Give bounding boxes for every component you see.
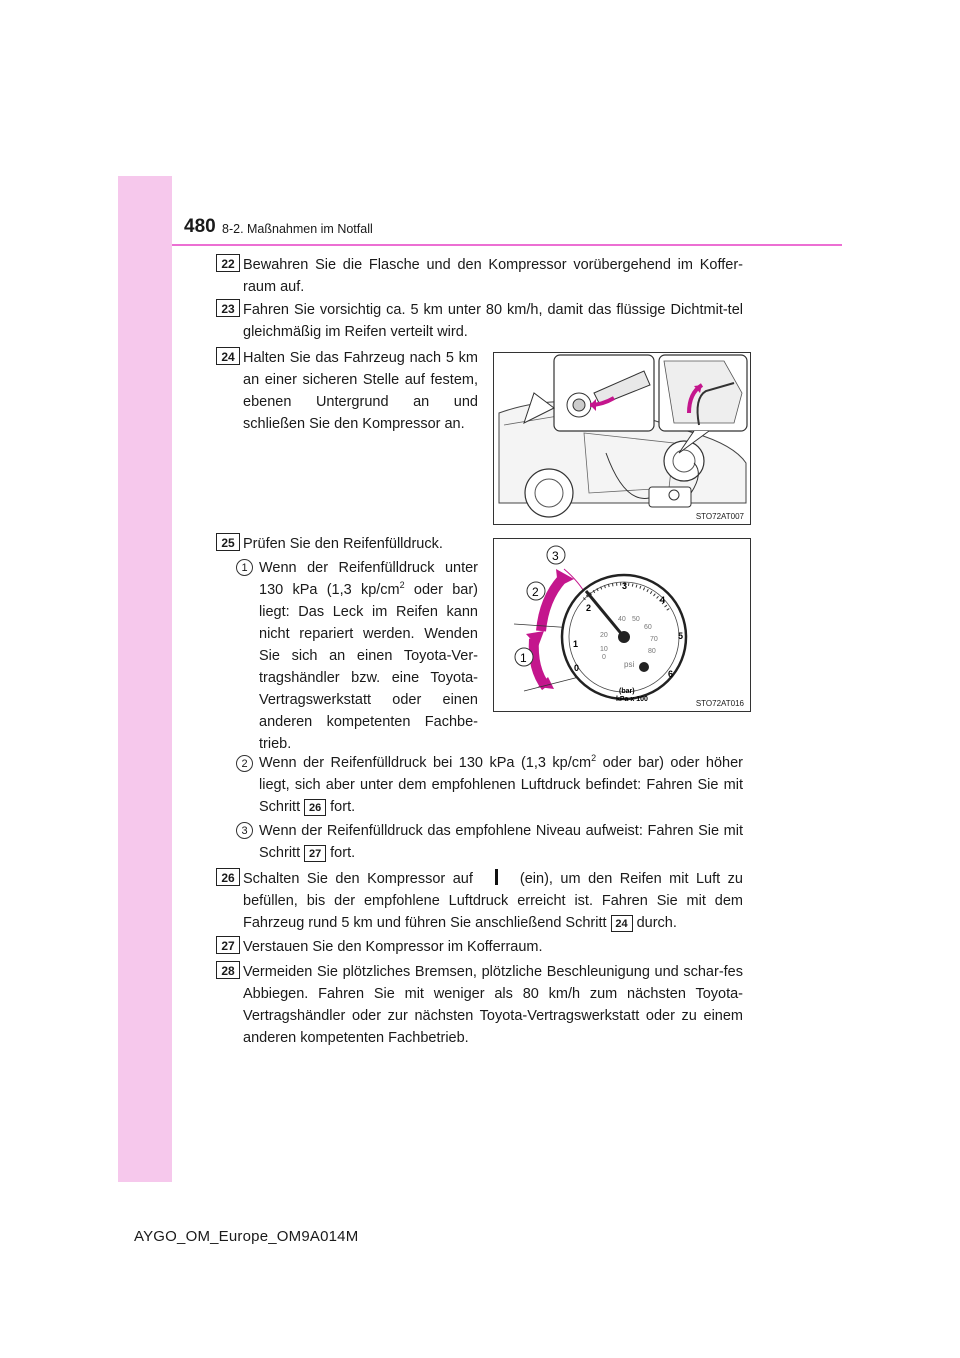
callout-2: 2 bbox=[532, 585, 539, 599]
step-28-text: Vermeiden Sie plötzliches Bremsen, plötzliche Beschleunigung und schar-fes Abbiegen. Fahren Sie mit weniger als 80 km/h zum nächsten Toyota-Vertragshändler oder zur nächsten Toyota-Vertragswerkstatt oder zu einem anderen kompetenten Fachbetrieb. bbox=[243, 964, 743, 1046]
step-25-text: Prüfen Sie den Reifenfülldruck. bbox=[243, 536, 443, 552]
step-22-marker: 22 bbox=[216, 254, 240, 272]
psi-tick-60: 60 bbox=[644, 624, 652, 631]
bar-tick-5: 5 bbox=[678, 631, 684, 641]
step-27-marker: 27 bbox=[216, 936, 240, 954]
on-symbol-icon bbox=[495, 869, 498, 885]
step-ref-26: 26 bbox=[304, 799, 326, 816]
step-28-marker: 28 bbox=[216, 961, 240, 979]
footer-code: AYGO_OM_Europe_OM9A014M bbox=[134, 1228, 359, 1245]
step-26-text: Schalten Sie den Kompressor auf (ein), um den Reifen mit Luft zu befüllen, bis der empfohlene Luftdruck erreicht ist. Fahren Sie mit dem Fahrzeug rund 5 km und führen Sie anschließend Schritt 24 durch. bbox=[243, 871, 743, 931]
step-24-marker: 24 bbox=[216, 347, 240, 365]
psi-tick-0: 0 bbox=[602, 654, 606, 661]
figure-caption: STO72AT016 bbox=[695, 699, 744, 708]
psi-tick-50: 50 bbox=[632, 616, 640, 623]
step-27-text: Verstauen Sie den Kompressor im Kofferraum. bbox=[243, 939, 543, 955]
psi-label: psi bbox=[624, 660, 635, 669]
step-24-text: Halten Sie das Fahrzeug nach 5 km an einer sicheren Stelle auf festem, ebenen Untergrund an und schließen Sie den Kompressor an. bbox=[243, 350, 478, 432]
bar-tick-2: 2 bbox=[586, 603, 592, 613]
bar-tick-3: 3 bbox=[622, 581, 628, 591]
step-26-marker: 26 bbox=[216, 868, 240, 886]
figure-caption: STO72AT007 bbox=[695, 512, 744, 521]
case-1-marker: 1 bbox=[236, 559, 253, 576]
section-title: 8-2. Maßnahmen im Notfall bbox=[222, 222, 373, 236]
bar-tick-1: 1 bbox=[573, 639, 579, 649]
unit-bar: (bar) bbox=[619, 688, 635, 695]
step-23-text: Fahren Sie vorsichtig ca. 5 km unter 80 km/h, damit das flüssige Dichtmit-tel gleichmäßig im Reifen verteilt wird. bbox=[243, 302, 743, 340]
pressure-gauge-figure bbox=[493, 538, 751, 712]
callout-3: 3 bbox=[552, 549, 559, 563]
header-rule bbox=[172, 244, 842, 246]
case-3-marker: 3 bbox=[236, 822, 253, 839]
step-23-marker: 23 bbox=[216, 299, 240, 317]
step-22-text: Bewahren Sie die Flasche und den Kompressor vorübergehend im Koffer-raum auf. bbox=[243, 257, 743, 295]
sidebar-band bbox=[118, 176, 172, 1182]
bar-tick-0: 0 bbox=[574, 663, 580, 673]
pressure-gauge-illustration bbox=[494, 539, 750, 711]
compressor-connection-figure bbox=[493, 352, 751, 525]
page-number: 480 bbox=[184, 216, 216, 237]
case-2-marker: 2 bbox=[236, 755, 253, 772]
unit-kpa: kPa x 100 bbox=[616, 696, 648, 703]
psi-tick-10: 10 bbox=[600, 646, 608, 653]
bar-tick-4: 4 bbox=[660, 595, 666, 605]
step-ref-27: 27 bbox=[304, 845, 326, 862]
case-3-text: Wenn der Reifenfülldruck das empfohlene Niveau aufweist: Fahren Sie mit Schritt 27 fort. bbox=[259, 823, 743, 861]
step-ref-24: 24 bbox=[611, 915, 633, 932]
compressor-illustration bbox=[494, 353, 750, 524]
step-25-marker: 25 bbox=[216, 533, 240, 551]
bar-tick-6: 6 bbox=[668, 669, 674, 679]
psi-tick-70: 70 bbox=[650, 636, 658, 643]
psi-tick-80: 80 bbox=[648, 648, 656, 655]
case-2-text: Wenn der Reifenfülldruck bei 130 kPa (1,3 $kp/cm^2$ oder bar) oder höher liegt, sich aber unter dem empfohlenen Luftdruck befindet: Fahren Sie mit Schritt 26 fort. bbox=[259, 753, 743, 815]
psi-tick-40: 40 bbox=[618, 616, 626, 623]
psi-tick-20: 20 bbox=[600, 632, 608, 639]
case-1-text: Wenn der Reifenfülldruck unter 130 kPa (1,3 $kp/cm^2$ oder bar) liegt: Das Leck im Reifen kann nicht repariert werden. Wenden Sie sich an einen Toyota-Ver-tragshändler bzw. eine Toyota-Vertragswerkstatt oder einen anderen kompetenten Fachbe-trieb. bbox=[259, 560, 478, 752]
callout-1: 1 bbox=[520, 651, 527, 665]
